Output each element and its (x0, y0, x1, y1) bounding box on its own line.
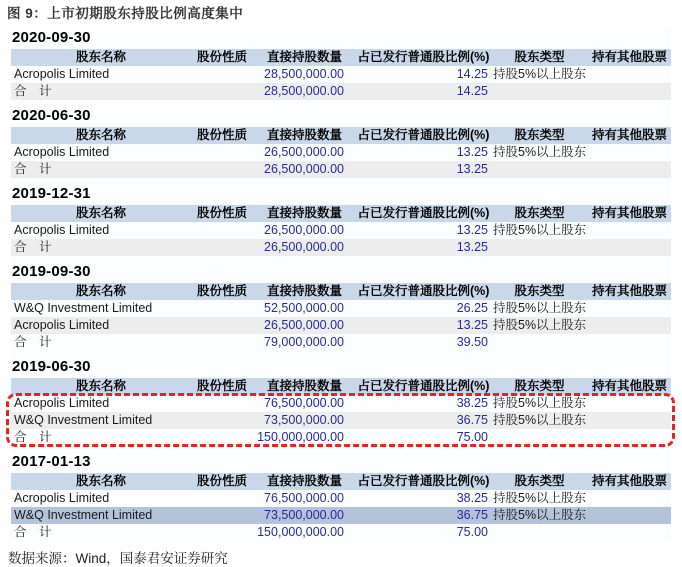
cell-shareholder-name: W&Q Investment Limited (14, 301, 153, 315)
cell-shareholder-type: 持股5%以上股东 (493, 145, 587, 159)
cell-quantity: 26,500,000.00 (264, 162, 344, 176)
header-cell: 占已发行普通股比例(%) (357, 206, 490, 220)
header-cell: 直接持股数量 (266, 379, 342, 393)
cell-shareholder-name: 合 计 (14, 335, 52, 349)
cell-quantity: 150,000,000.00 (257, 430, 344, 444)
section-date-heading: 2020-09-30 (12, 29, 91, 46)
header-cell: 股东名称 (75, 128, 126, 142)
table-header-row (11, 205, 671, 222)
cell-shareholder-name: 合 计 (14, 240, 52, 254)
cell-quantity: 73,500,000.00 (264, 508, 344, 522)
header-cell: 持有其他股票 (591, 284, 667, 298)
cell-ratio: 13.25 (456, 162, 488, 176)
table-row (11, 83, 671, 100)
table-row (11, 222, 671, 239)
cell-quantity: 28,500,000.00 (264, 67, 344, 81)
cell-quantity: 52,500,000.00 (264, 301, 344, 315)
table-row (11, 429, 671, 446)
cell-shareholder-type: 持股5%以上股东 (493, 301, 587, 315)
header-cell: 直接持股数量 (266, 206, 342, 220)
cell-ratio: 36.75 (456, 413, 488, 427)
header-cell: 直接持股数量 (266, 128, 342, 142)
table-row (11, 239, 671, 256)
cell-shareholder-type: 持股5%以上股东 (493, 413, 587, 427)
cell-shareholder-type: 持股5%以上股东 (493, 318, 587, 332)
cell-ratio: 13.25 (456, 145, 488, 159)
table-row (11, 300, 671, 317)
cell-ratio: 38.25 (456, 491, 488, 505)
header-cell: 持有其他股票 (591, 206, 667, 220)
cell-ratio: 36.75 (456, 508, 488, 522)
table-row (11, 507, 671, 524)
table-row (11, 395, 671, 412)
header-cell: 股东名称 (75, 474, 126, 488)
header-cell: 股东类型 (514, 50, 565, 64)
shareholder-table (11, 283, 671, 351)
table-row (11, 66, 671, 83)
shareholder-table (11, 49, 671, 100)
table-row (11, 161, 671, 178)
cell-shareholder-type: 持股5%以上股东 (493, 396, 587, 410)
cell-quantity: 26,500,000.00 (264, 145, 344, 159)
shareholder-table (11, 127, 671, 178)
section-date-heading: 2017-01-13 (12, 453, 91, 470)
header-cell: 股东类型 (514, 284, 565, 298)
cell-ratio: 13.25 (456, 223, 488, 237)
header-cell: 直接持股数量 (266, 474, 342, 488)
cell-shareholder-name: Acropolis Limited (14, 318, 110, 332)
table-header-row (11, 283, 671, 300)
cell-quantity: 76,500,000.00 (264, 491, 344, 505)
header-cell: 股东类型 (514, 379, 565, 393)
table-rows (11, 66, 671, 100)
date-section (11, 452, 671, 541)
cell-shareholder-name: 合 计 (14, 84, 52, 98)
header-cell: 持有其他股票 (591, 379, 667, 393)
figure-title: 图 9：上市初期股东持股比例高度集中 (7, 6, 244, 21)
header-cell: 直接持股数量 (266, 284, 342, 298)
shareholder-table (11, 205, 671, 256)
table-header-row (11, 378, 671, 395)
cell-ratio: 14.25 (456, 84, 488, 98)
cell-shareholder-type: 持股5%以上股东 (493, 508, 587, 522)
cell-quantity: 79,000,000.00 (264, 335, 344, 349)
cell-quantity: 26,500,000.00 (264, 318, 344, 332)
header-cell: 股东名称 (75, 206, 126, 220)
cell-shareholder-name: 合 计 (14, 525, 52, 539)
cell-shareholder-type: 持股5%以上股东 (493, 67, 587, 81)
cell-shareholder-name: W&Q Investment Limited (14, 413, 153, 427)
cell-shareholder-name: 合 计 (14, 430, 52, 444)
shareholder-table (11, 378, 671, 446)
header-cell: 股份性质 (196, 379, 247, 393)
table-rows (11, 395, 671, 446)
tables-container (11, 28, 671, 541)
header-cell: 持有其他股票 (591, 50, 667, 64)
table-row (11, 524, 671, 541)
section-date-heading: 2019-09-30 (12, 263, 91, 280)
cell-shareholder-name: 合 计 (14, 162, 52, 176)
table-row (11, 490, 671, 507)
cell-quantity: 76,500,000.00 (264, 396, 344, 410)
header-cell: 持有其他股票 (591, 474, 667, 488)
date-section (11, 357, 671, 446)
cell-shareholder-name: Acropolis Limited (14, 396, 110, 410)
data-source: 数据来源：Wind，国泰君安证券研究 (8, 551, 228, 566)
shareholder-table (11, 473, 671, 541)
date-section (11, 28, 671, 100)
header-cell: 股份性质 (196, 284, 247, 298)
header-cell: 股东名称 (75, 379, 126, 393)
cell-shareholder-name: Acropolis Limited (14, 491, 110, 505)
header-cell: 股份性质 (196, 474, 247, 488)
cell-shareholder-name: W&Q Investment Limited (14, 508, 153, 522)
cell-shareholder-name: Acropolis Limited (14, 145, 110, 159)
header-cell: 股东名称 (75, 50, 126, 64)
section-date-heading: 2020-06-30 (12, 107, 91, 124)
section-date-heading: 2019-12-31 (12, 185, 91, 202)
table-header-row (11, 473, 671, 490)
cell-shareholder-name: Acropolis Limited (14, 67, 110, 81)
table-header-row (11, 127, 671, 144)
header-cell: 股东类型 (514, 128, 565, 142)
table-row (11, 317, 671, 334)
header-cell: 占已发行普通股比例(%) (357, 284, 490, 298)
cell-quantity: 26,500,000.00 (264, 240, 344, 254)
table-rows (11, 144, 671, 178)
date-section (11, 262, 671, 351)
header-cell: 股份性质 (196, 50, 247, 64)
header-cell: 股东名称 (75, 284, 126, 298)
cell-shareholder-type: 持股5%以上股东 (493, 491, 587, 505)
table-row (11, 144, 671, 161)
cell-shareholder-name: Acropolis Limited (14, 223, 110, 237)
cell-quantity: 150,000,000.00 (257, 525, 344, 539)
date-section (11, 106, 671, 178)
cell-ratio: 13.25 (456, 240, 488, 254)
header-cell: 直接持股数量 (266, 50, 342, 64)
header-cell: 占已发行普通股比例(%) (357, 128, 490, 142)
header-cell: 股东类型 (514, 206, 565, 220)
cell-ratio: 26.25 (456, 301, 488, 315)
table-rows (11, 300, 671, 351)
header-cell: 股份性质 (196, 128, 247, 142)
table-row (11, 412, 671, 429)
table-row (11, 334, 671, 351)
cell-quantity: 73,500,000.00 (264, 413, 344, 427)
header-cell: 占已发行普通股比例(%) (357, 379, 490, 393)
cell-ratio: 75.00 (456, 430, 488, 444)
cell-ratio: 14.25 (456, 67, 488, 81)
cell-quantity: 28,500,000.00 (264, 84, 344, 98)
header-cell: 占已发行普通股比例(%) (357, 474, 490, 488)
header-cell: 股份性质 (196, 206, 247, 220)
table-rows (11, 490, 671, 541)
header-cell: 占已发行普通股比例(%) (357, 50, 490, 64)
cell-quantity: 26,500,000.00 (264, 223, 344, 237)
section-date-heading: 2019-06-30 (12, 358, 91, 375)
table-header-row (11, 49, 671, 66)
header-cell: 持有其他股票 (591, 128, 667, 142)
date-section (11, 184, 671, 256)
header-cell: 股东类型 (514, 474, 565, 488)
cell-ratio: 39.50 (456, 335, 488, 349)
cell-shareholder-type: 持股5%以上股东 (493, 223, 587, 237)
table-rows (11, 222, 671, 256)
cell-ratio: 38.25 (456, 396, 488, 410)
cell-ratio: 13.25 (456, 318, 488, 332)
cell-ratio: 75.00 (456, 525, 488, 539)
